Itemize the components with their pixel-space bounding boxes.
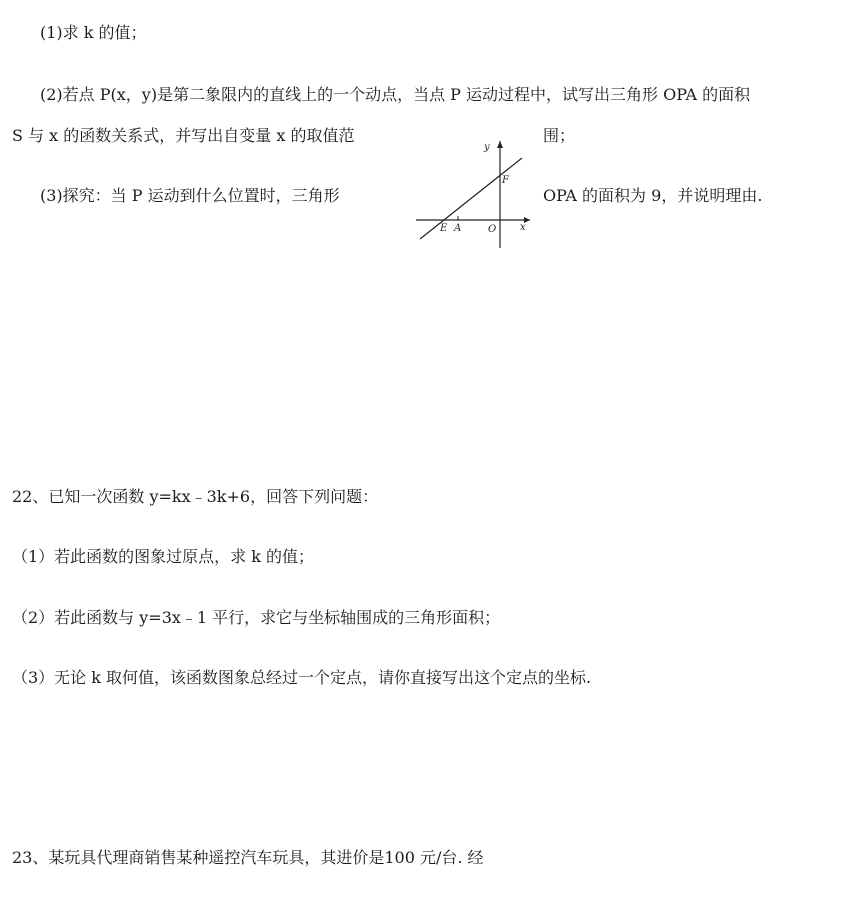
q21-part3-left: (3)探究：当 P 运动到什么位置时，三角形 — [40, 186, 340, 205]
label-A: A — [454, 223, 462, 234]
label-O: O — [488, 224, 497, 235]
label-E: E — [440, 223, 448, 234]
y-axis-arrow — [497, 141, 503, 148]
label-x: x — [520, 222, 526, 233]
q21-part2-line2-right: 围； — [543, 126, 576, 145]
label-F: F — [502, 175, 509, 186]
coordinate-graph — [414, 138, 532, 250]
function-line — [420, 158, 522, 239]
q21-part2-line2-left: S 与 x 的函数关系式，并写出自变量 x 的取值范 — [12, 126, 355, 145]
q21-part1: (1)求 k 的值； — [40, 23, 147, 42]
q23-intro: 23、某玩具代理商销售某种遥控汽车玩具，其进价是100 元/台. 经 — [12, 848, 484, 867]
q22-intro: 22、已知一次函数 y=kx﹣3k+6，回答下列问题： — [12, 487, 379, 506]
q22-part1: （1）若此函数的图象过原点，求 k 的值； — [12, 547, 315, 566]
q21-part2-line1: (2)若点 P(x，y)是第二象限内的直线上的一个动点，当点 P 运动过程中，试写出三角形 OPA 的面积 — [40, 85, 751, 104]
graph-svg — [414, 138, 532, 250]
q22-part2: （2）若此函数与 y=3x﹣1 平行，求它与坐标轴围成的三角形面积； — [12, 608, 501, 627]
q22-part3: （3）无论 k 取何值，该函数图象总经过一个定点，请你直接写出这个定点的坐标. — [12, 668, 592, 687]
q21-part3-right: OPA 的面积为 9，并说明理由. — [543, 186, 763, 205]
label-y: y — [484, 142, 490, 153]
